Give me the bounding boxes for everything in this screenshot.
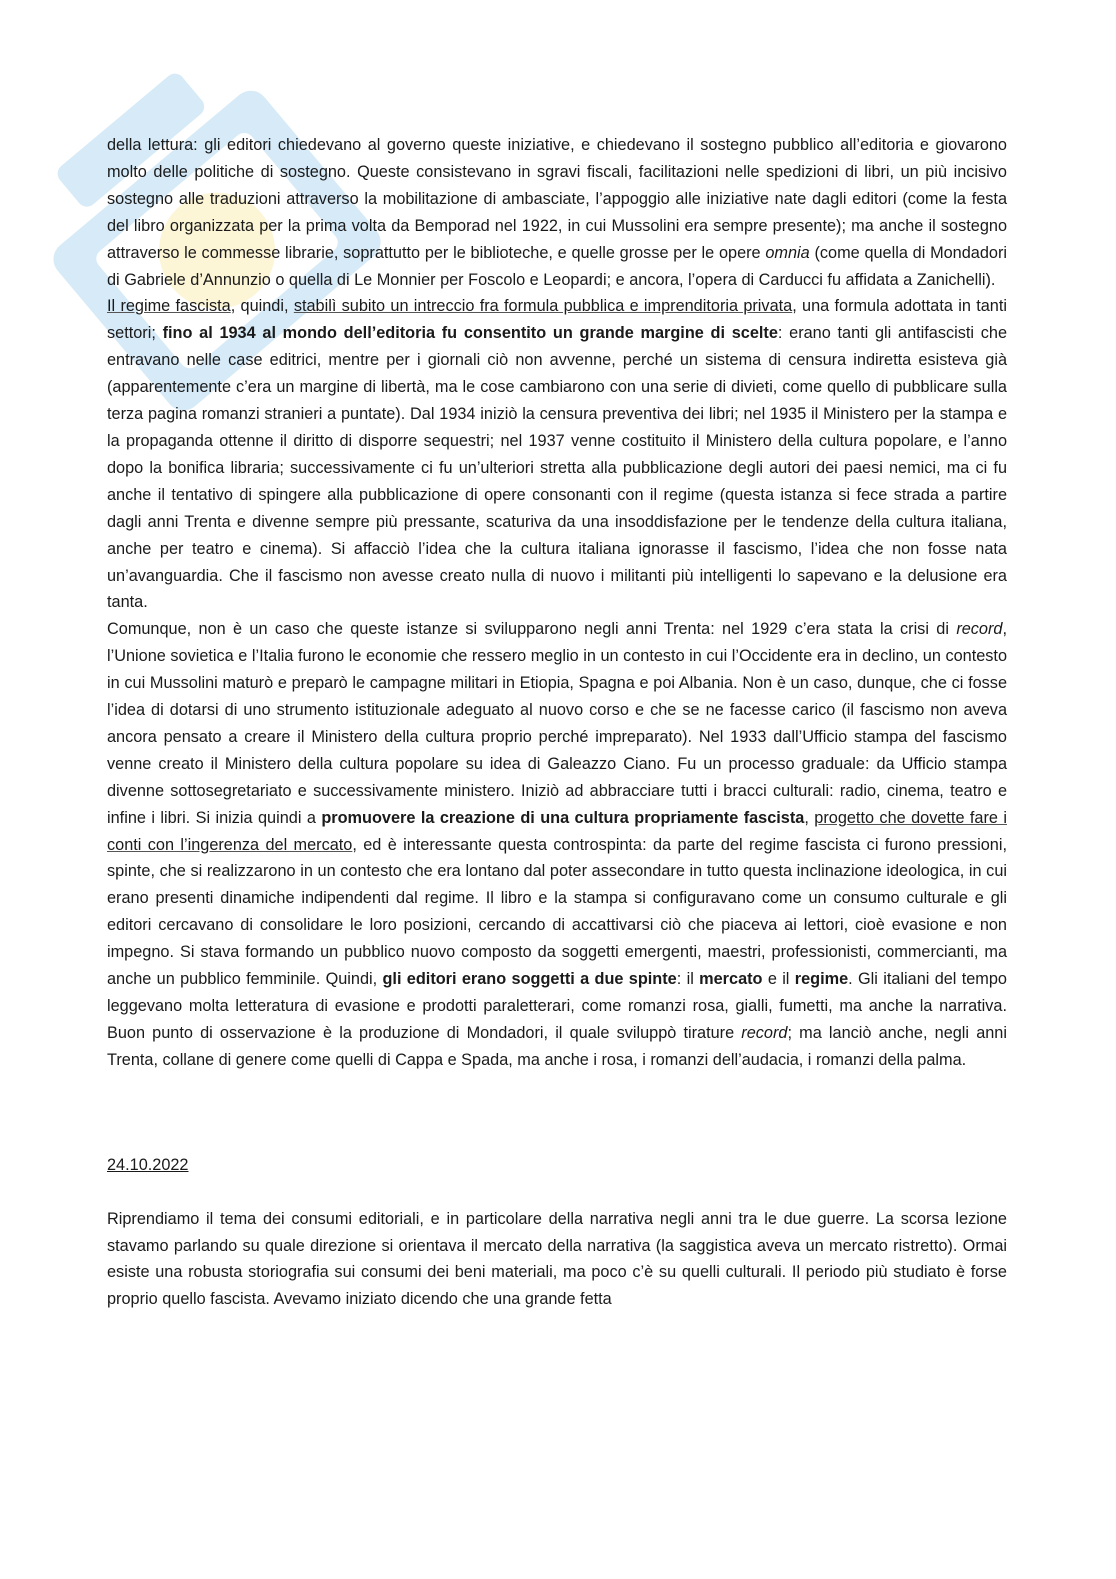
document-page <box>107 132 1007 1313</box>
date-heading: 24.10.2022 <box>107 1155 189 1174</box>
paragraph-1: della lettura: gli editori chiedevano al governo queste iniziative, e chiedevano il sostegno pubblico all’editoria e giovarono molto delle politiche di sostegno. Queste consistevano in sgravi fiscali, facilitazioni nelle spedizioni di libri, un più incisivo sostegno alle traduzioni attraverso la mobilitazione di ambasciate, l’appoggio alle iniziative nate dagli editori (come la festa del libro organizzata per la prima volta da Bemporad nel 1922, in cui Mussolini era sempre presente); ma anche il sostegno attraverso le commesse librarie, soprattutto per le biblioteche, e quelle grosse per le opere omnia (come quella di Mondadori di Gabriele d’Annunzio o quella di Le Monnier per Foscolo e Leopardi; e ancora, l’opera di Carducci fu affidata a Zanichelli). <box>107 136 1007 289</box>
paragraph-3: Comunque, non è un caso che queste istanze si svilupparono negli anni Trenta: nel 1929 c’era stata la crisi di record, l’Unione sovietica e l’Italia furono le economie che ressero meglio in un contesto in cui l’Occidente era in declino, un contesto in cui Mussolini maturò e preparò le campagne militari in Etiopia, Spagna e poi Albania. Non è un caso, dunque, che ci fosse l’idea di dotarsi di uno strumento istituzionale adeguato al nuovo corso e che se ne facesse carico (il fascismo non aveva ancora pensato a creare il Ministero della cultura proprio perché impreparato). Nel 1933 dall’Ufficio stampa del fascismo venne creato il Ministero della cultura popolare su idea di Galeazzo Ciano. Fu un processo graduale: da Ufficio stampa divenne sottosegretariato e successivamente ministero. Iniziò ad abbracciare tutti i bracci culturali: radio, cinema, teatro e infine i libri. Si inizia quindi a promuovere la creazione di una cultura propriamente fascista, progetto che dovette fare i conti con l’ingerenza del mercato, ed è interessante questa controspinta: da parte del regime fascista ci furono pressioni, spinte, che si realizzarono in un contesto che era lontano dal poter assecondare in tutto questa inclinazione ideologica, in cui erano presenti dinamiche indipendenti dal regime. Il libro e la stampa si configuravano come un consumo culturale e gli editori cercavano di consolidare le loro posizioni, cercando di accattivarsi ciò che piaceva ai lettori, cioè evasione e non impegno. Si stava formando un pubblico nuovo composto da soggetti emergenti, maestri, professionisti, commercianti, ma anche un pubblico femminile. Quindi, gli editori erano soggetti a due spinte: il mercato e il regime. Gli italiani del tempo leggevano molta letteratura di evasione e prodotti paraletterari, come romanzi rosa, gialli, fumetti, ma anche la narrativa. Buon punto di osservazione è la produzione di Mondadori, il quale sviluppò tirature record; ma lanciò anche, negli anni Trenta, collane di genere come quelli di Cappa e Spada, ma anche i rosa, i romanzi dell’audacia, i romanzi della palma. <box>107 620 1007 1069</box>
paragraph-2: Il regime fascista, quindi, stabilì subito un intreccio fra formula pubblica e imprenditoria privata, una formula adottata in tanti settori; fino al 1934 al mondo dell’editoria fu consentito un grande margine di scelte: erano tanti gli antifascisti che entravano nelle case editrici, mentre per i giornali ciò non avvenne, perché un sistema di censura indiretta esisteva già (apparentemente c’era un margine di libertà, ma le cose cambiarono con una serie di divieti, come quello di pubblicare sulla terza pagina romanzi stranieri a puntate). Dal 1934 iniziò la censura preventiva dei libri; nel 1935 il Ministero per la stampa e la propaganda ottenne il diritto di disporre sequestri; nel 1937 venne costituito il Ministero della cultura popolare, e l’anno dopo la bonifica libraria; successivamente ci fu un’ulteriori stretta alla pubblicazione degli autori dei paesi nemici, ma ci fu anche il tentativo di spingere alla pubblicazione di opere consonanti con il regime (questa istanza si fece strada a partire dagli anni Trenta e divenne sempre più pressante, scaturiva da una insoddisfazione per le tendenze della cultura italiana, anche per teatro e cinema). Si affacciò l’idea che la cultura italiana ignorasse il fascismo, l’idea che non fosse nata un’avanguardia. Che il fascismo non avesse creato nulla di nuovo i militanti più intelligenti lo sapevano e la delusione era tanta. <box>107 297 1007 612</box>
paragraph-4: Riprendiamo il tema dei consumi editoriali, e in particolare della narrativa negli anni tra le due guerre. La scorsa lezione stavamo parlando su quale direzione si orientava il mercato della narrativa (la saggistica aveva un mercato ristretto). Ormai esiste una robusta storiografia sui consumi dei beni materiali, ma poco c’è su quelli culturali. Il periodo più studiato è forse proprio quello fascista. Avevamo iniziato dicendo che una grande fetta <box>107 1209 1007 1309</box>
